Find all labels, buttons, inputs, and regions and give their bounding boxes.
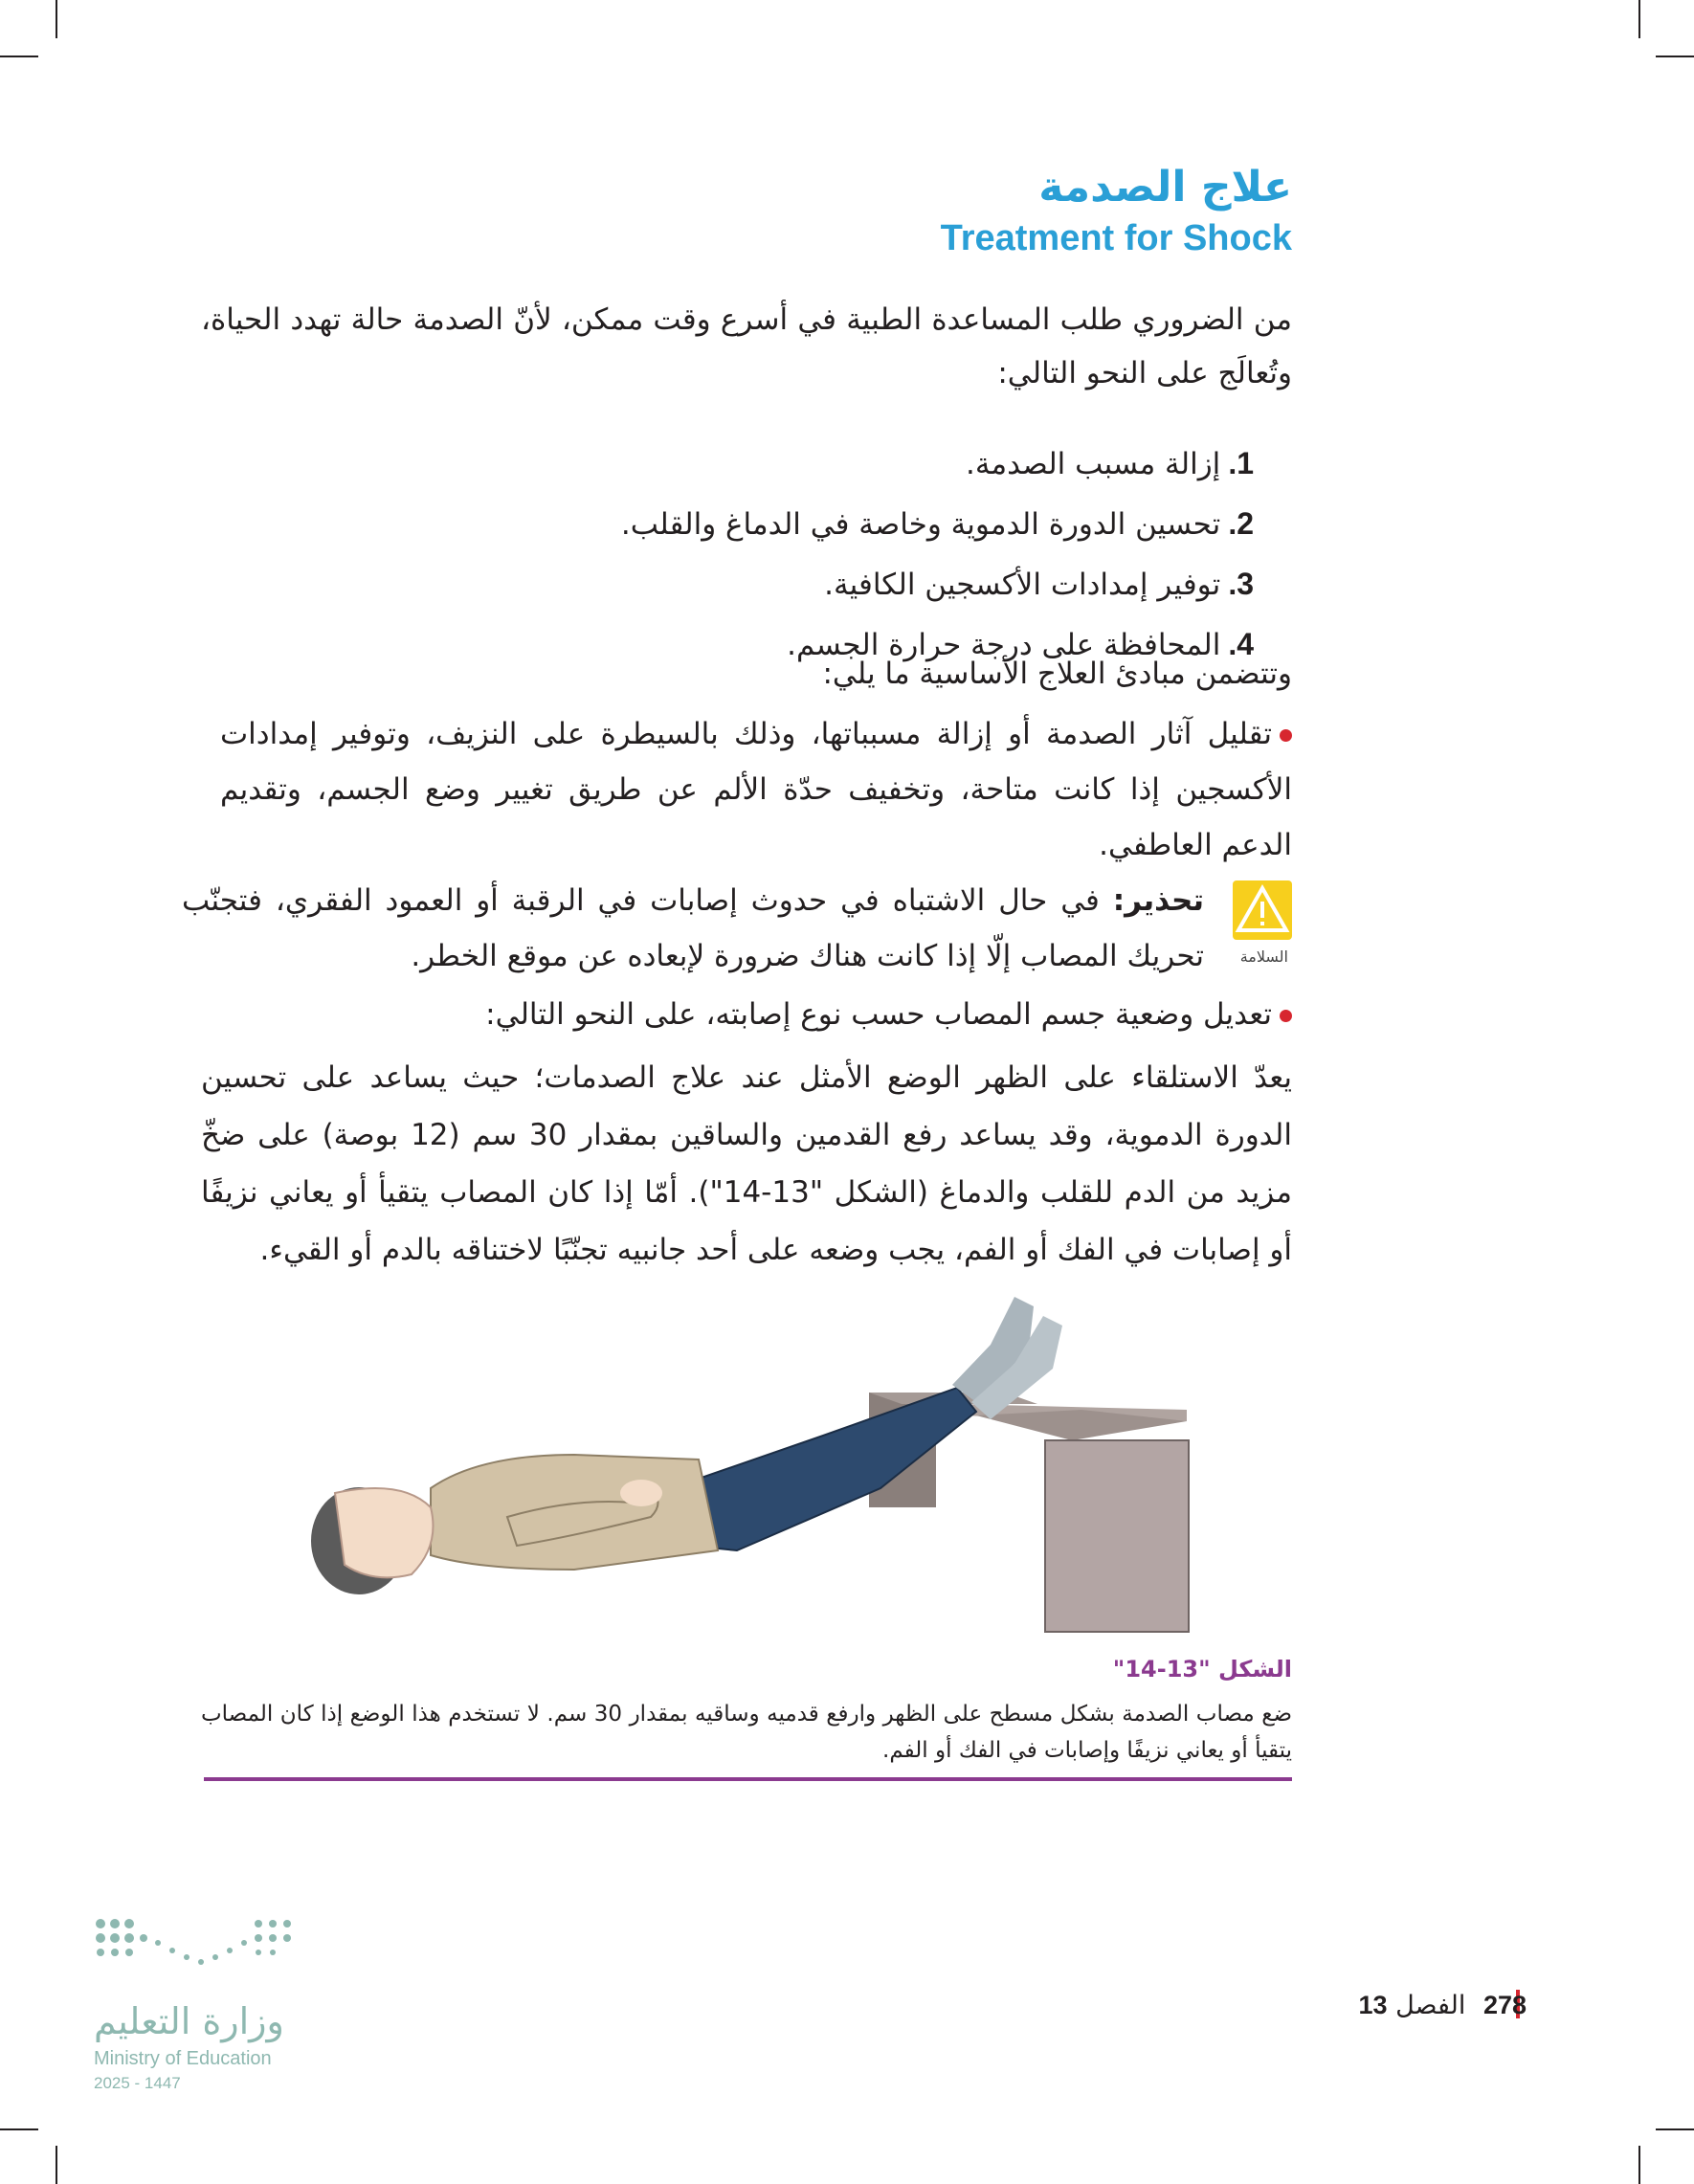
ministry-name-arabic: وزارة التعليم	[94, 2000, 284, 2042]
crop-mark	[0, 56, 38, 57]
warning-triangle-icon	[1233, 880, 1292, 940]
caption-divider	[204, 1777, 1292, 1781]
warning-box	[182, 873, 1292, 984]
step-text: توفير إمدادات الأكسجين الكافية.	[824, 568, 1221, 602]
list-item	[392, 497, 1254, 557]
ministry-name-english: Ministry of Education	[94, 2048, 272, 2069]
crop-mark	[1656, 56, 1694, 57]
step-number: 1.	[1228, 446, 1254, 480]
page-footer	[1358, 1991, 1527, 2020]
step-number: 2.	[1228, 506, 1254, 541]
crop-mark	[0, 2128, 38, 2130]
warning-text	[182, 873, 1204, 984]
crop-mark	[1638, 0, 1640, 38]
bullet-text: تعديل وضعية جسم المصاب حسب نوع إصابته، على النحو التالي:	[485, 997, 1272, 1032]
shock-position-illustration	[287, 1297, 1206, 1641]
intro-paragraph: من الضروري طلب المساعدة الطبية في أسرع وقت ممكن، لأنّ الصدمة حالة تهدد الحياة، وتُعالَج على النحو التالي:	[201, 302, 1292, 390]
bullet-dot-icon	[1280, 729, 1292, 742]
bullet-dot-icon	[1280, 1010, 1292, 1022]
step-text: إزالة مسبب الصدمة.	[965, 447, 1221, 481]
ministry-year: 2025 - 1447	[94, 2074, 181, 2092]
figure-caption: ضع مصاب الصدمة بشكل مسطح على الظهر وارفع قدميه وساقيه بمقدار 30 سم. لا تستخدم هذا الوضع إذا كان المصاب يتقيأ أو يعاني نزيفًا وإصابات في الفك أو الفم.	[201, 1702, 1292, 1763]
chapter-label: الفصل	[1395, 1991, 1466, 2020]
step-text: المحافظة على درجة حرارة الجسم.	[787, 628, 1221, 662]
warning-body: في حال الاشتباه في حدوث إصابات في الرقبة أو العمود الفقري، فتجنّب تحريك المصاب إلّا إذا كانت هناك ضرورة لإبعاده عن موقع الخطر.	[182, 883, 1204, 973]
section-heading-english: Treatment for Shock	[940, 218, 1292, 258]
crop-mark	[56, 2146, 57, 2184]
bullet-text: تقليل آثار الصدمة أو إزالة مسبباتها، وذلك بالسيطرة على النزيف، وتوفير إمدادات الأكسجين إذا كانت متاحة، وتخفيف حدّة الألم عن طريق تغيير وضع الجسم، وتقديم الدعم العاطفي.	[220, 717, 1292, 862]
step-number: 3.	[1228, 567, 1254, 601]
position-paragraph: يعدّ الاستلقاء على الظهر الوضع الأمثل عند علاج الصدمات؛ حيث يساعد على تحسين الدورة الدموية، وقد يساعد رفع القدمين والساقين بمقدار 30 سم (12 بوصة) على ضخّ مزيد من الدم للقلب والدماغ (الشكل "13-14"). أمّا إذا كان المصاب يتقيأ أو يعاني نزيفًا أو إصابات في الفك أو الفم، يجب وضعه على أحد جانبيه تجنّبًا لاختناقه بالدم أو القيء.	[201, 1060, 1292, 1267]
crop-mark	[1656, 2128, 1694, 2130]
bullet-adjust-position	[485, 988, 1292, 1041]
chapter-number: 13	[1358, 1991, 1388, 2019]
step-number: 4.	[1228, 627, 1254, 661]
treatment-steps-list	[392, 436, 1254, 678]
figure-title: الشكل "13-14"	[1112, 1656, 1292, 1683]
bullet-reduce-effects	[220, 706, 1292, 873]
list-item	[392, 436, 1254, 497]
list-item	[392, 557, 1254, 617]
principles-intro: وتتضمن مبادئ العلاج الأساسية ما يلي:	[822, 657, 1292, 691]
warning-label: تحذير:	[1112, 883, 1204, 918]
step-text: تحسين الدورة الدموية وخاصة في الدماغ والقلب.	[620, 507, 1221, 542]
page-number: 278	[1482, 1991, 1527, 2019]
crop-mark	[56, 0, 57, 38]
safety-label: السلامة	[1239, 947, 1288, 966]
crop-mark	[1638, 2146, 1640, 2184]
section-heading-arabic: علاج الصدمة	[1038, 163, 1292, 212]
